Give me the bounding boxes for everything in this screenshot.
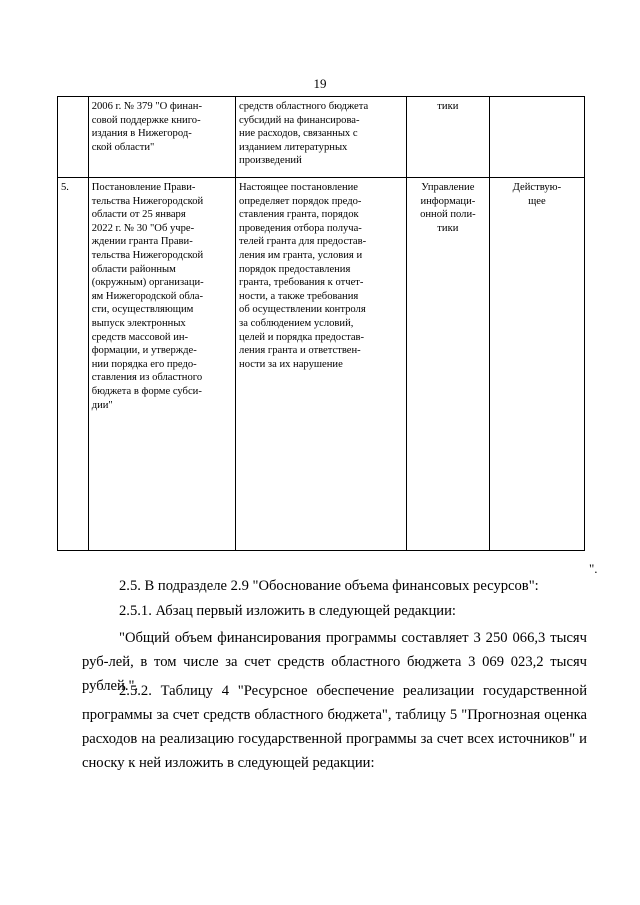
table-row [58,178,585,551]
description-cell: средств областного бюджета субсидий на финансирова- ние расходов, связанных с изданием литературных произведений [236,97,407,178]
paragraph-2-5: 2.5. В подразделе 2.9 "Обоснование объема финансовых ресурсов": [119,578,539,594]
row-number-cell: 5. [58,178,89,551]
organization-cell: Управление информаци- онной поли- тики [406,178,489,551]
page-number: 19 [313,76,327,91]
organization-cell: тики [406,97,489,178]
paragraph-2-5-1: 2.5.1. Абзац первый изложить в следующей редакции: [119,603,456,619]
programs-table [57,96,585,551]
document-cell: Постановление Прави- тельства Нижегородской области от 25 января 2022 г. № 30 "Об учре- ждении гранта Прави- тельства Нижегородской области районным (окружным) организаци- ям Нижегородской обла- сти, осуществляющим выпуск электронных средств массовой ин- формации, и утвержде- нии порядка его предо- ставления из областного бюджета в форме субси- дии" [88,178,235,551]
status-cell [489,97,584,178]
paragraph-2-5-2: 2.5.2. Таблицу 4 "Ресурсное обеспечение реализации государственной программы за счет средств областного бюджета", таблицу 5 "Прогнозная оценка расходов на реализацию государственной программы за счет всех источников" и сноску к ней изложить в следующей редакции: [82,683,587,771]
document-cell: 2006 г. № 379 "О финан- совой поддержке книго- издания в Нижегород- ской области" [88,97,235,178]
description-cell: Настоящее постановление определяет порядок предо- ставления гранта, порядок проведения отбора получа- телей гранта для предостав- ления им гранта, условия и порядок предоставления гранта, требования к отчет- ности, а также требования об осуществлении контроля за соблюдением условий, целей и порядка предостав- ления гранта и ответствен- ности за их нарушение [236,178,407,551]
paragraph-quote: "Общий объем финансирования программы составляет 3 250 066,3 тысяч руб-лей, в том числе за счет средств областного бюджета 3 069 023,2 тысяч рублей.". [82,630,587,694]
row-number-cell [58,97,89,178]
closing-quote: ". [589,561,598,576]
status-cell: Действую- щее [489,178,584,551]
table-row [58,97,585,178]
